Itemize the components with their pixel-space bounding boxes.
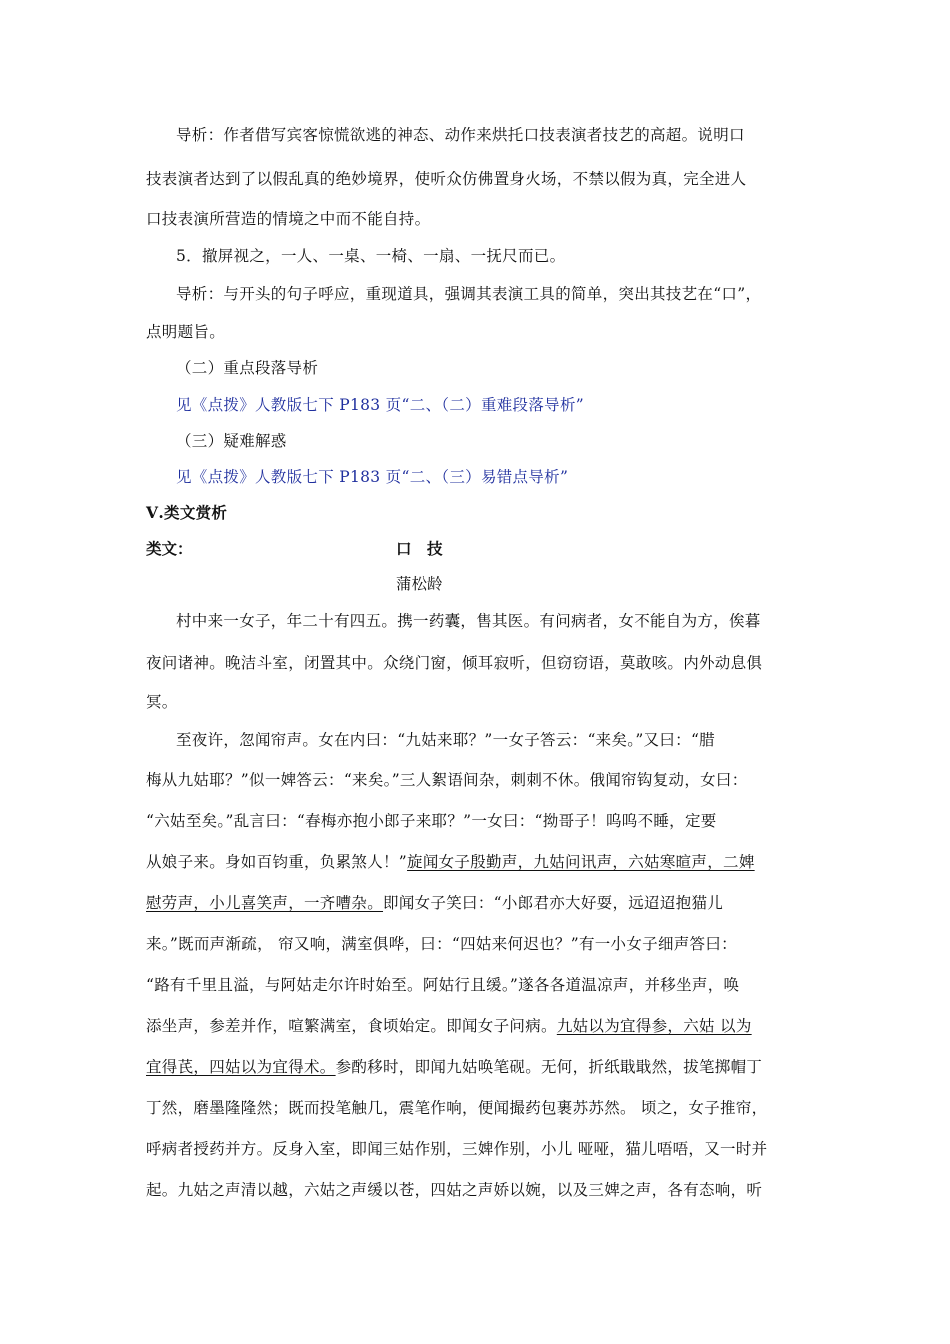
story-line-7-text: 从娘子来。身如百钧重，负累煞人！” <box>146 853 408 871</box>
analysis-line-3: 口技表演所营造的情境之中而不能自持。 <box>146 210 431 228</box>
section-v-heading: Ⅴ.类文赏析 <box>146 503 228 522</box>
story-line-6: “六姑至矣。”乱言曰：“春梅亦抱小郎子来耶？”一女曰：“拗哥子！呜呜不睡，定要 <box>146 812 717 830</box>
analysis-line-1: 导析：作者借写宾客惊慌欲逃的神态、动作来烘托口技表演者技艺的高超。说明口 <box>176 126 745 144</box>
story-line-15: 起。九姑之声清以越，六姑之声缓以苍，四姑之声娇以婉，以及三婢之声，各有态响，听 <box>146 1181 763 1199</box>
story-line-10: “路有千里且溢，与阿姑走尔许时始至。阿姑行且缓。”遂各各道温凉声，并移坐声，唤 <box>146 976 740 994</box>
story-line-11 <box>146 1015 816 1037</box>
story-line-11-underlined: 九姑以为宜得参，六姑 以为 <box>556 1017 752 1035</box>
story-line-7 <box>146 851 816 873</box>
story-line-8-text: 即闻女子笑曰：“小郎君亦大好耍，远迢迢抱猫儿 <box>383 894 724 912</box>
article-title: 口 技 <box>396 539 443 558</box>
story-line-12 <box>146 1056 816 1078</box>
leiwen-label: 类文： <box>146 539 193 558</box>
section-2-heading: （二）重点段落导析 <box>176 359 319 377</box>
story-line-5: 梅从九姑耶？”似一婢答云：“来矣。”三人絮语间杂，刺刺不休。俄闻帘钩复动，女曰： <box>146 771 748 789</box>
story-line-3: 冥。 <box>146 693 178 711</box>
story-line-8 <box>146 892 816 914</box>
section-3-heading: （三）疑难解惑 <box>176 432 287 450</box>
story-line-7-underlined: 旋闻女子殷勤声，九姑问讯声，六姑寒暄声，二婢 <box>407 853 755 871</box>
story-line-4: 至夜许，忽闻帘声。女在内曰：“九姑来耶？”一女子答云：“来矣。”又曰：“腊 <box>176 731 715 749</box>
story-line-12-text: 参酌移时，即闻九姑唤笔砚。无何，折纸戢戢然，拔笔掷帽丁 <box>335 1058 763 1076</box>
section-2-reference: 见《点拨》人教版七下 P183 页“二、（二）重难段落导析” <box>176 396 584 414</box>
story-line-12-underlined: 宜得芪，四姑以为宜得术。 <box>146 1058 336 1076</box>
section-3-reference: 见《点拨》人教版七下 P183 页“二、（三）易错点导析” <box>176 468 569 486</box>
story-line-11-text: 添坐声，参差并作，喧繁满室，食顷始定。即闻女子问病。 <box>146 1017 557 1035</box>
story-line-9: 来。”既而声渐疏， 帘又响，满室俱哗，曰：“四姑来何迟也？”有一小女子细声答曰： <box>146 935 737 953</box>
item-5: 5．撤屏视之，一人、一桌、一椅、一扇、一抚尺而已。 <box>176 247 566 265</box>
analysis-2-line-1: 导析：与开头的句子呼应，重现道具，强调其表演工具的简单，突出其技艺在“口”， <box>176 285 762 303</box>
story-line-1: 村中来一女子，年二十有四五。携一药囊，售其医。有问病者，女不能自为方，俟暮 <box>176 612 761 630</box>
story-line-14: 呼病者授药并方。反身入室，即闻三姑作别，三婢作别，小儿 哑哑，猫儿唔唔，又一时并 <box>146 1140 768 1158</box>
story-line-2: 夜问诸神。晚洁斗室，闭置其中。众绕门窗，倾耳寂听，但窃窃语，莫敢咳。内外动息俱 <box>146 654 763 672</box>
story-line-8-underlined: 慰劳声，小儿喜笑声，一齐嘈杂。 <box>146 894 384 912</box>
article-author: 蒲松龄 <box>396 575 443 593</box>
story-line-13: 丁然，磨墨隆隆然；既而投笔触几，震笔作响，便闻撮药包裹苏苏然。 顷之，女子推帘， <box>146 1099 768 1117</box>
analysis-2-line-2: 点明题旨。 <box>146 323 226 341</box>
analysis-line-2: 技表演者达到了以假乱真的绝妙境界，使听众仿佛置身火场，不禁以假为真，完全进人 <box>146 170 747 188</box>
